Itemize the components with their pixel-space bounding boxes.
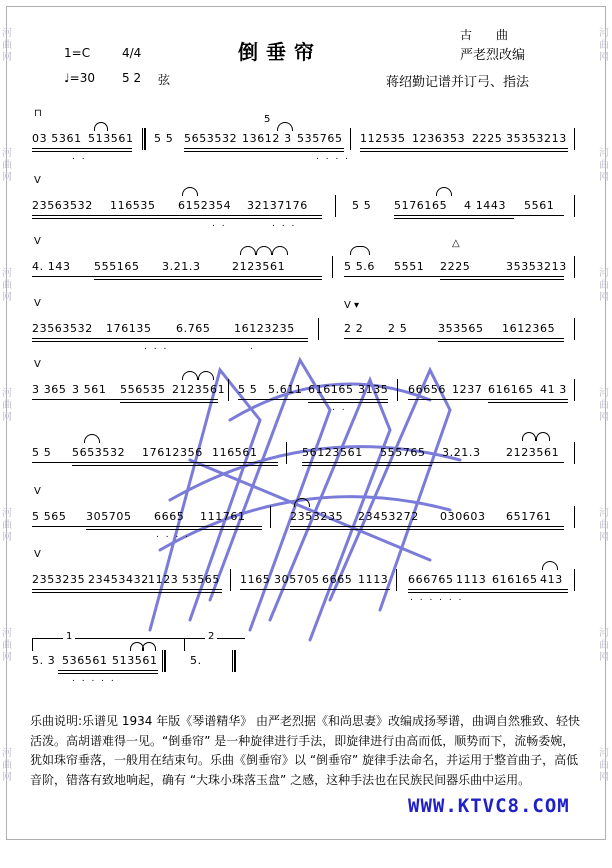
note-group: 4. 143: [32, 260, 71, 273]
note-group: 17612356: [142, 446, 203, 459]
note-group: 3.21.3: [442, 446, 481, 459]
note-group: 616165: [492, 573, 538, 586]
note-group: 32137176: [247, 199, 308, 212]
note-group: 23563532: [32, 199, 93, 212]
note-group: 616165: [488, 383, 534, 396]
barline: [318, 318, 319, 340]
underline: [408, 589, 568, 590]
score-system-6: [32, 446, 580, 484]
note-group: 5 5: [32, 446, 52, 459]
underline: [32, 215, 322, 216]
side-watermark-text: 河 曲 网: [2, 148, 12, 183]
underline: [32, 341, 308, 342]
note-group: 2353235: [290, 510, 344, 523]
note-group: 3 365: [32, 383, 67, 396]
bow-up-icon: V: [34, 298, 41, 309]
note-group: 4 1443: [464, 199, 507, 212]
slur-mark: [542, 561, 558, 570]
note-group: 116561: [212, 446, 258, 459]
note-group: 53565: [182, 573, 220, 586]
bow-up-icon: V: [34, 236, 41, 247]
repeat-barline: [142, 128, 146, 150]
score-system-8: [32, 549, 580, 611]
note-group: 1237: [452, 383, 483, 396]
note-group: 2 5: [388, 322, 408, 335]
underline: [308, 402, 388, 403]
final-barline: [232, 650, 236, 672]
system-7-notes: [32, 510, 580, 526]
bow-up-icon: V: [34, 486, 41, 497]
key-signature: 1=C: [64, 46, 91, 60]
underline: [32, 462, 278, 463]
side-watermark-text: 河 曲 网: [599, 628, 609, 663]
note-group: 6152354: [178, 199, 232, 212]
barline: [270, 506, 271, 528]
note-group: 2123561: [232, 260, 286, 273]
slur-mark: [256, 246, 272, 255]
side-watermark-text: 河 曲 网: [599, 148, 609, 183]
low-octave-dots: . . .: [144, 342, 169, 352]
slur-mark: [522, 432, 536, 441]
slur-mark: [84, 434, 100, 443]
side-watermark-text: 河 曲 网: [599, 748, 609, 783]
barline: [574, 128, 575, 150]
volta-bracket-1: [32, 631, 203, 651]
barline: [574, 506, 575, 528]
note-group: 5551: [394, 260, 425, 273]
underline: [94, 279, 322, 280]
note-group: 616165: [308, 383, 354, 396]
side-watermark-text: 河 曲 网: [599, 28, 609, 63]
slur-mark: [142, 642, 156, 651]
note-group: 305705: [274, 573, 320, 586]
bow-up-icon: V: [34, 359, 41, 370]
underline: [32, 592, 222, 593]
side-watermark-text: 河 曲 网: [2, 268, 12, 303]
note-group: 41 3: [540, 383, 567, 396]
barline: [335, 195, 336, 217]
note-group: 513561: [88, 132, 134, 145]
note-group: 116535: [110, 199, 156, 212]
barline: [286, 442, 287, 464]
score-system-5: [32, 359, 580, 421]
note-group: 666765: [408, 573, 454, 586]
score-system-4: [32, 298, 580, 360]
score-title: 倒垂帘: [238, 40, 322, 64]
slur-mark: [182, 371, 198, 380]
low-octave-dots: . .: [72, 152, 87, 162]
note-group: 2123561: [172, 383, 226, 396]
underline: [394, 218, 514, 219]
underline: [394, 215, 564, 216]
notation-credit: 蒋绍勤记谱并订弓、指法: [386, 75, 530, 90]
underline: [238, 399, 388, 400]
tempo-marking: ♩=30: [64, 71, 95, 85]
slur-mark: [436, 187, 452, 196]
note-group: 305705: [86, 510, 132, 523]
volta-2-number: 2: [205, 631, 217, 642]
note-group: 2225: [440, 260, 471, 273]
note-group: 23453432: [88, 573, 149, 586]
note-group: 1165: [240, 573, 271, 586]
side-watermark-right: [597, 28, 611, 868]
note-group: 03 5361: [32, 132, 82, 145]
side-watermark-left: [0, 28, 14, 868]
system-9-notes: [32, 654, 580, 670]
underline: [32, 399, 218, 400]
barline: [574, 256, 575, 278]
note-group: 112535: [360, 132, 406, 145]
note-group: 16123235: [234, 322, 295, 335]
note-group: 6665: [322, 573, 353, 586]
low-octave-dots: . .: [212, 219, 227, 229]
barline: [228, 379, 229, 401]
note-group: 555165: [94, 260, 140, 273]
tuning-notes: 5 2: [122, 71, 142, 85]
note-group: 2123561: [506, 446, 560, 459]
note-group: 535765: [297, 132, 343, 145]
note-group: 5.611: [268, 383, 303, 396]
note-group: 2225: [472, 132, 503, 145]
tuning-label: 弦: [158, 73, 171, 87]
underline: [360, 151, 568, 152]
note-group: 5653532: [72, 446, 126, 459]
volta-1-number: 1: [63, 631, 75, 642]
note-group: 2 2: [344, 322, 364, 335]
note-group: 556535: [120, 383, 166, 396]
slur-mark: [182, 187, 198, 196]
system-5-notes: [32, 383, 580, 399]
side-watermark-text: 河 曲 网: [599, 508, 609, 543]
note-group: 1236353: [412, 132, 466, 145]
time-signature: 4/4: [122, 46, 142, 60]
barline: [397, 379, 398, 401]
bow-up-icon: V ▾: [344, 300, 360, 311]
underline: [32, 148, 132, 149]
system-4-notes: [32, 322, 580, 338]
note-group: 23563532: [32, 322, 93, 335]
origin-label: 古 曲: [460, 28, 509, 42]
system-1-notes: [32, 132, 580, 148]
finger-number: 5: [264, 114, 271, 125]
underline: [488, 402, 568, 403]
underline: [438, 341, 564, 342]
underline: [120, 402, 218, 403]
note-group: 5 5.6: [344, 260, 375, 273]
note-group: 1113: [456, 573, 487, 586]
slur-mark: [536, 432, 550, 441]
barline: [350, 128, 351, 150]
underline: [32, 276, 322, 277]
music-description: 乐曲说明:乐谱见 1934 年版《琴谱精华》 由严老烈据《和尚思妻》改编成扬琴谱，曲调自然雅致、轻快活泼。高胡谱难得一见。“倒垂帘” 是一种旋律进行手法，即旋律进行由高而低，顺势而下，流畅委婉，犹如珠帘垂落，一般用在结束句。乐曲《倒垂帘》以 “倒垂帘” 旋律手法命名，并运用于整首曲子，高低音阶，错落有致地响起，确有 “大珠小珠落玉盘” 之感，这种手法也在民族民间器乐曲中运用。: [30, 714, 581, 787]
underline: [440, 279, 564, 280]
side-watermark-text: 河 曲 网: [2, 628, 12, 663]
note-group: 651761: [506, 510, 552, 523]
barline: [396, 569, 397, 591]
harmonic-mark: △: [452, 238, 460, 249]
score-system-7: [32, 486, 580, 548]
underline: [290, 529, 564, 530]
underline: [344, 338, 564, 339]
slur-mark: [272, 246, 288, 255]
underline: [290, 526, 564, 527]
note-group: 1612365: [502, 322, 556, 335]
low-octave-dots: . .: [332, 403, 347, 413]
note-group: 5 5: [238, 383, 258, 396]
note-group: 5 5: [154, 132, 174, 145]
note-group: 5 565: [32, 510, 67, 523]
barline: [574, 318, 575, 340]
slur-mark: [294, 498, 310, 507]
side-watermark-text: 河 曲 网: [2, 388, 12, 423]
note-group: 413: [540, 573, 563, 586]
system-2-notes: [32, 199, 580, 215]
underline: [302, 462, 564, 463]
note-group: 5. 3: [32, 654, 56, 667]
note-group: 3 561: [72, 383, 107, 396]
score-system-1: [32, 108, 580, 170]
side-watermark-text: 河 曲 网: [2, 28, 12, 63]
note-group: 513561: [112, 654, 158, 667]
side-watermark-text: 河 曲 网: [2, 748, 12, 783]
underline: [302, 465, 432, 466]
underline: [32, 526, 262, 527]
barline: [574, 195, 575, 217]
note-group: 5.: [190, 654, 202, 667]
note-group: 555765: [380, 446, 426, 459]
note-group: 5176165: [394, 199, 448, 212]
slur-mark: [240, 246, 256, 255]
note-group: 13612 3: [242, 132, 292, 145]
side-watermark-text: 河 曲 网: [599, 268, 609, 303]
note-group: 1123: [148, 573, 179, 586]
note-group: 3135: [358, 383, 389, 396]
low-octave-dots: . . . .: [316, 152, 351, 162]
slur-mark: [94, 122, 108, 131]
side-watermark-text: 河 曲 网: [2, 508, 12, 543]
arranger-label: 严老烈改编: [460, 48, 526, 63]
score-system-3: [32, 236, 580, 298]
barline: [574, 379, 575, 401]
note-group: 35353213: [506, 260, 567, 273]
score-system-2: [32, 175, 580, 237]
system-8-notes: [32, 573, 580, 589]
system-3-notes: [32, 260, 580, 276]
note-group: 1113: [358, 573, 389, 586]
slur-mark: [277, 122, 293, 131]
barline: [332, 256, 333, 278]
repeat-end-barline: [162, 650, 166, 672]
note-group: 23453272: [358, 510, 419, 523]
barline: [574, 442, 575, 464]
note-group: 35353213: [506, 132, 567, 145]
note-group: 536561: [62, 654, 108, 667]
underline: [32, 589, 222, 590]
note-group: 5561: [524, 199, 555, 212]
note-group: 5 5: [352, 199, 372, 212]
note-group: 66656: [408, 383, 446, 396]
underline: [240, 589, 390, 590]
bow-up-icon: V: [34, 175, 41, 186]
note-group: 2353235: [32, 573, 86, 586]
underline: [184, 148, 344, 149]
underline: [72, 465, 278, 466]
bow-up-icon: V: [34, 549, 41, 560]
underline: [58, 670, 158, 671]
low-octave-dots: . . . .: [156, 530, 191, 540]
underline: [360, 148, 568, 149]
low-octave-dots: .: [250, 342, 255, 352]
underline: [32, 338, 308, 339]
score-system-9: [32, 631, 580, 692]
underline: [408, 399, 568, 400]
note-group: 176135: [106, 322, 152, 335]
underline: [344, 276, 564, 277]
note-group: 3.21.3: [162, 260, 201, 273]
note-group: 56123561: [302, 446, 363, 459]
note-group: 5653532: [184, 132, 238, 145]
side-watermark-text: 河 曲 网: [599, 388, 609, 423]
bow-down-icon: ⊓: [34, 108, 42, 119]
website-watermark[interactable]: WWW.KTVC8.COM: [408, 795, 570, 817]
note-group: 030603: [440, 510, 486, 523]
barline: [230, 569, 231, 591]
low-octave-dots: . . . . . .: [410, 593, 464, 603]
low-octave-dots: . . . . .: [72, 674, 116, 684]
note-group: 6.765: [176, 322, 211, 335]
note-group: 353565: [438, 322, 484, 335]
note-group: 6665: [154, 510, 185, 523]
low-octave-dots: . . .: [272, 219, 297, 229]
slur-mark: [350, 246, 370, 255]
slur-mark: [198, 371, 214, 380]
barline: [574, 569, 575, 591]
note-group: 111761: [200, 510, 246, 523]
system-6-notes: [32, 446, 580, 462]
